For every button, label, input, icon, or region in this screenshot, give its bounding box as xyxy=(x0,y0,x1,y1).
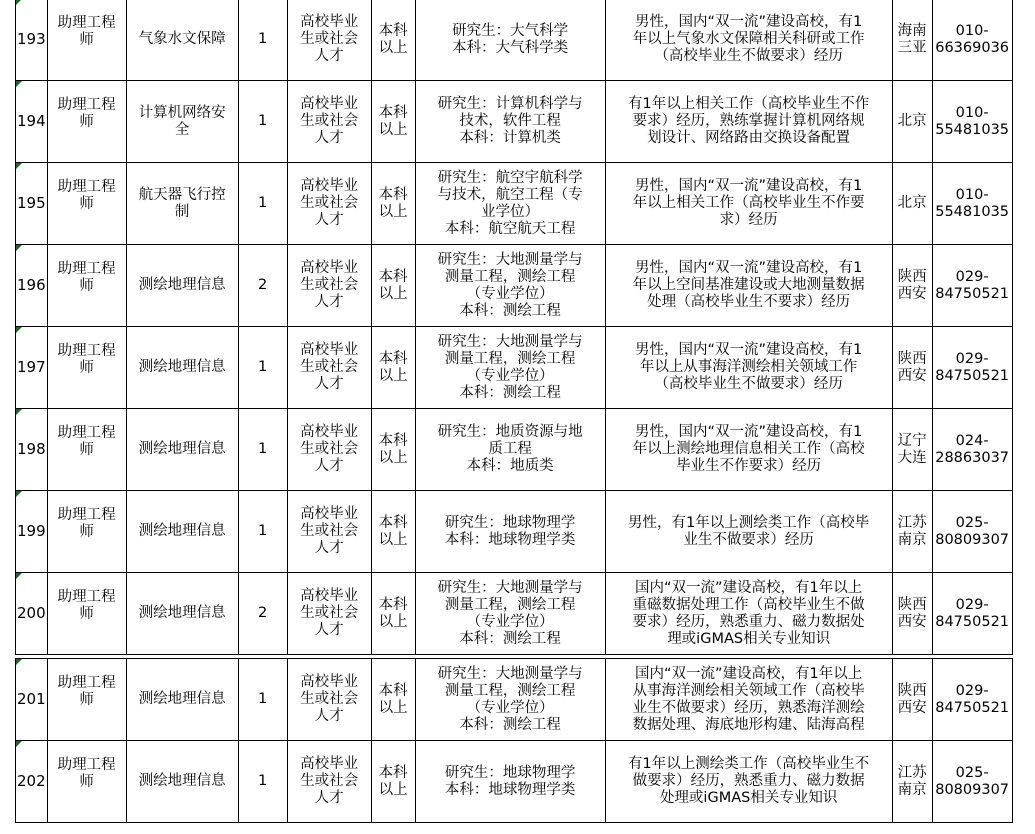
position-cell-line: 制 xyxy=(174,203,190,220)
position-cell-line: 测绘地理信息 xyxy=(138,359,226,375)
candidate-source-cell xyxy=(287,327,371,409)
phone-cell-line: 84750521 xyxy=(935,613,1010,630)
phone-cell-line: 010- xyxy=(955,104,989,121)
row-number: 194 xyxy=(16,81,48,163)
phone-cell-line: 029- xyxy=(955,682,989,699)
major-cell-line: （专业学位） xyxy=(466,285,554,302)
candidate-source-cell-line: 人才 xyxy=(314,708,344,724)
candidate-source-cell-line: 人才 xyxy=(314,458,344,474)
requirements-cell xyxy=(605,491,892,573)
row-number: 193 xyxy=(16,0,48,81)
education-cell-line: 以上 xyxy=(378,613,408,630)
location-cell-line: 西安 xyxy=(897,699,927,716)
major-cell-line: 本科：地球物理学类 xyxy=(444,781,576,798)
major-cell xyxy=(415,245,605,327)
education-cell-line: 本科 xyxy=(378,350,408,367)
row-number: 200 xyxy=(16,573,48,655)
location-cell-line: 陕西 xyxy=(897,596,927,613)
phone-cell-line: 55481035 xyxy=(935,121,1010,138)
phone-cell xyxy=(932,491,1012,573)
position-cell xyxy=(126,741,238,823)
candidate-source-cell-line: 人才 xyxy=(314,48,344,64)
education-cell-line: 本科 xyxy=(378,514,408,531)
job-title-cell xyxy=(47,491,126,573)
candidate-source-cell-line: 高校毕业 xyxy=(300,96,359,112)
requirements-cell-line: 业生不做要求）经历 xyxy=(683,531,814,548)
major-cell-line: （专业学位） xyxy=(466,699,554,716)
education-cell xyxy=(371,491,415,573)
candidate-source-cell xyxy=(287,0,371,81)
job-title-cell-line: 师 xyxy=(79,114,94,130)
major-cell-line: 测量工程，测绘工程 xyxy=(444,268,576,285)
candidate-source-cell xyxy=(287,659,371,741)
job-title-cell-line: 师 xyxy=(79,774,94,790)
requirements-cell-line: 处理或iGMAS相关专业知识 xyxy=(659,790,838,806)
location-cell xyxy=(892,81,932,163)
location-cell-line: 江苏 xyxy=(897,514,927,531)
location-cell-line: 陕西 xyxy=(897,350,927,367)
row-number: 202 xyxy=(16,741,48,823)
major-cell xyxy=(415,81,605,163)
location-cell-line: 辽宁 xyxy=(897,432,927,449)
requirements-cell-line: 重磁数据处理工作（高校毕业生不做 xyxy=(632,596,865,613)
candidate-source-cell-line: 高校毕业 xyxy=(300,14,359,30)
education-cell-line: 本科 xyxy=(378,268,408,285)
requirements-cell-line: 有1年以上测绘类工作（高校毕业生不 xyxy=(628,756,870,772)
education-cell xyxy=(371,245,415,327)
row-number: 198 xyxy=(16,409,48,491)
position-cell-line: 测绘地理信息 xyxy=(138,605,226,621)
major-cell-line: 本科：测绘工程 xyxy=(459,630,561,647)
location-cell xyxy=(892,659,932,741)
location-cell xyxy=(892,573,932,655)
education-cell-line: 以上 xyxy=(378,699,408,716)
position-cell xyxy=(126,245,238,327)
candidate-source-cell-line: 高校毕业 xyxy=(300,674,359,690)
education-cell-line: 本科 xyxy=(378,186,408,203)
major-cell xyxy=(415,573,605,655)
phone-cell-line: 025- xyxy=(955,764,989,781)
job-title-cell-line: 师 xyxy=(79,32,94,48)
major-cell xyxy=(415,163,605,245)
job-title-cell-line: 助理工程 xyxy=(57,343,116,359)
table-row xyxy=(16,491,1013,573)
headcount-cell: 1 xyxy=(238,659,287,741)
job-title-cell xyxy=(47,0,126,81)
requirements-cell xyxy=(605,245,892,327)
education-cell-line: 以上 xyxy=(378,121,408,138)
requirements-cell-line: 男性，国内“双一流”建设高校，有1 xyxy=(635,260,863,276)
requirements-cell xyxy=(605,573,892,655)
major-cell-line: 研究生：大气科学 xyxy=(452,22,569,39)
requirements-cell-line: 国内“双一流”建设高校，有1年以上 xyxy=(635,665,863,682)
position-cell xyxy=(126,573,238,655)
phone-cell-line: 80809307 xyxy=(935,531,1010,548)
phone-cell-line: 55481035 xyxy=(935,203,1010,220)
job-title-cell-line: 师 xyxy=(79,524,94,540)
location-cell-line: 西安 xyxy=(897,367,927,384)
education-cell-line: 本科 xyxy=(378,764,408,781)
major-cell-line: 本科：测绘工程 xyxy=(459,716,561,733)
location-cell-line: 南京 xyxy=(897,531,927,548)
row-number: 201 xyxy=(16,659,48,741)
candidate-source-cell-line: 高校毕业 xyxy=(300,756,359,772)
headcount-cell: 1 xyxy=(238,327,287,409)
education-cell xyxy=(371,573,415,655)
major-cell-line: 本科：地质类 xyxy=(466,458,554,474)
phone-cell-line: 024- xyxy=(955,432,989,449)
candidate-source-cell-line: 生或社会 xyxy=(300,691,359,707)
major-cell-line: 本科：测绘工程 xyxy=(459,302,561,319)
phone-cell-line: 010- xyxy=(955,22,989,39)
phone-cell xyxy=(932,0,1012,81)
location-cell-line: 南京 xyxy=(897,781,927,798)
education-cell-line: 以上 xyxy=(378,781,408,798)
headcount-cell: 1 xyxy=(238,163,287,245)
requirements-cell-line: 处理（高校毕业生不要求）经历 xyxy=(647,294,851,310)
job-title-cell-line: 助理工程 xyxy=(57,261,116,277)
location-cell-line: 海南 xyxy=(897,22,927,39)
requirements-cell xyxy=(605,81,892,163)
candidate-source-cell-line: 人才 xyxy=(314,212,344,228)
job-title-cell xyxy=(47,741,126,823)
requirements-cell-line: 年以上测绘地理信息相关工作（高校 xyxy=(632,441,865,457)
candidate-source-cell-line: 生或社会 xyxy=(300,31,359,47)
phone-cell-line: 84750521 xyxy=(935,285,1010,302)
candidate-source-cell-line: 生或社会 xyxy=(300,195,359,211)
candidate-source-cell-line: 生或社会 xyxy=(300,605,359,621)
phone-cell-line: 84750521 xyxy=(935,699,1010,716)
candidate-source-cell-line: 人才 xyxy=(314,622,344,638)
phone-cell xyxy=(932,327,1012,409)
requirements-cell-line: 求）经历 xyxy=(719,212,778,228)
education-cell xyxy=(371,327,415,409)
major-cell-line: 研究生：地质资源与地 xyxy=(437,424,583,440)
major-cell-line: 研究生：大地测量学与 xyxy=(437,333,583,350)
location-cell-line: 西安 xyxy=(897,613,927,630)
requirements-cell-line: 男性，国内“双一流”建设高校，有1 xyxy=(635,178,863,194)
position-cell xyxy=(126,327,238,409)
requirements-cell-line: 男性，国内“双一流”建设高校，有1 xyxy=(635,424,863,440)
requirements-cell-line: 年以上气象水文保障相关科研或工作 xyxy=(632,31,865,47)
position-cell xyxy=(126,491,238,573)
requirements-cell-line: 做要求）经历，熟悉重力、磁力数据 xyxy=(632,773,865,789)
candidate-source-cell-line: 生或社会 xyxy=(300,441,359,457)
candidate-source-cell-line: 生或社会 xyxy=(300,277,359,293)
candidate-source-cell xyxy=(287,81,371,163)
position-cell xyxy=(126,409,238,491)
phone-cell xyxy=(932,741,1012,823)
requirements-cell-line: 有1年以上相关工作（高校毕业生不作 xyxy=(628,96,870,112)
education-cell xyxy=(371,409,415,491)
phone-cell-line: 84750521 xyxy=(935,367,1010,384)
location-cell xyxy=(892,409,932,491)
position-cell xyxy=(126,0,238,81)
position-cell-line: 全 xyxy=(174,121,190,138)
major-cell-line: 本科：测绘工程 xyxy=(459,384,561,401)
major-cell-line: 研究生：大地测量学与 xyxy=(437,665,583,682)
requirements-cell-line: 理或iGMAS相关专业知识 xyxy=(667,630,831,647)
major-cell xyxy=(415,327,605,409)
job-title-cell-line: 助理工程 xyxy=(57,97,116,113)
major-cell-line: （专业学位） xyxy=(466,367,554,384)
job-title-cell-line: 助理工程 xyxy=(57,179,116,195)
education-cell-line: 以上 xyxy=(378,449,408,466)
major-cell-line: 研究生：大地测量学与 xyxy=(437,579,583,596)
table-row xyxy=(16,409,1013,491)
candidate-source-cell-line: 人才 xyxy=(314,540,344,556)
education-cell-line: 本科 xyxy=(378,104,408,121)
location-cell-line: 陕西 xyxy=(897,682,927,699)
candidate-source-cell-line: 人才 xyxy=(314,790,344,806)
position-cell-line: 气象水文保障 xyxy=(138,31,226,47)
major-cell-line: 研究生：大地测量学与 xyxy=(437,251,583,268)
location-cell-line: 三亚 xyxy=(897,39,927,56)
requirements-cell-line: （高校毕业生不做要求）经历 xyxy=(654,376,843,392)
requirements-cell xyxy=(605,741,892,823)
education-cell xyxy=(371,741,415,823)
major-cell xyxy=(415,0,605,81)
candidate-source-cell-line: 高校毕业 xyxy=(300,588,359,604)
major-cell-line: 与技术，航空工程（专 xyxy=(437,186,583,203)
requirements-cell-line: 要求）经历，熟悉重力、磁力数据处 xyxy=(632,613,865,630)
position-cell-line: 航天器飞行控 xyxy=(138,186,226,203)
headcount-cell: 1 xyxy=(238,409,287,491)
location-cell xyxy=(892,0,932,81)
job-title-cell xyxy=(47,81,126,163)
position-cell xyxy=(126,659,238,741)
major-cell-line: 研究生：地球物理学 xyxy=(444,764,576,781)
candidate-source-cell-line: 高校毕业 xyxy=(300,260,359,276)
requirements-cell xyxy=(605,659,892,741)
phone-cell-line: 029- xyxy=(955,350,989,367)
requirements-cell xyxy=(605,327,892,409)
major-cell xyxy=(415,741,605,823)
location-cell-line: 北京 xyxy=(897,113,927,129)
major-cell-line: 技术，软件工程 xyxy=(459,113,561,129)
candidate-source-cell xyxy=(287,491,371,573)
education-cell-line: 以上 xyxy=(378,285,408,302)
table-row xyxy=(16,659,1013,741)
education-cell-line: 以上 xyxy=(378,367,408,384)
job-title-cell xyxy=(47,327,126,409)
location-cell xyxy=(892,163,932,245)
position-cell-line: 计算机网络安 xyxy=(138,104,226,121)
candidate-source-cell-line: 人才 xyxy=(314,130,344,146)
table-row xyxy=(16,81,1013,163)
headcount-cell: 1 xyxy=(238,491,287,573)
headcount-cell: 2 xyxy=(238,245,287,327)
position-cell-line: 测绘地理信息 xyxy=(138,441,226,457)
location-cell-line: 陕西 xyxy=(897,268,927,285)
candidate-source-cell-line: 生或社会 xyxy=(300,113,359,129)
table-row xyxy=(16,245,1013,327)
requirements-cell xyxy=(605,0,892,81)
row-number: 195 xyxy=(16,163,48,245)
job-title-cell-line: 助理工程 xyxy=(57,675,116,691)
headcount-cell: 1 xyxy=(238,0,287,81)
requirements-cell-line: 数据处理、海底地形构建、陆海高程 xyxy=(632,716,865,733)
major-cell-line: 本科：航空航天工程 xyxy=(444,220,576,237)
requirements-cell-line: 年以上从事海洋测绘相关领域工作 xyxy=(639,359,858,375)
major-cell-line: 业学位） xyxy=(481,203,540,220)
major-cell-line: 本科：地球物理学类 xyxy=(444,531,576,548)
major-cell-line: 质工程 xyxy=(488,441,532,457)
job-title-cell-line: 师 xyxy=(79,442,94,458)
position-cell-line: 测绘地理信息 xyxy=(138,277,226,293)
phone-cell-line: 029- xyxy=(955,596,989,613)
requirements-cell-line: 毕业生不作要求）经历 xyxy=(676,458,822,474)
education-cell-line: 以上 xyxy=(378,39,408,56)
candidate-source-cell-line: 高校毕业 xyxy=(300,506,359,522)
candidate-source-cell xyxy=(287,409,371,491)
position-cell-line: 测绘地理信息 xyxy=(138,773,226,789)
education-cell-line: 本科 xyxy=(378,596,408,613)
phone-cell xyxy=(932,409,1012,491)
major-cell-line: 研究生：航空宇航科学 xyxy=(437,169,583,186)
phone-cell xyxy=(932,245,1012,327)
major-cell xyxy=(415,409,605,491)
requirements-cell-line: 男性，国内“双一流”建设高校，有1 xyxy=(635,14,863,30)
table-row xyxy=(16,327,1013,409)
education-cell xyxy=(371,659,415,741)
job-title-cell-line: 助理工程 xyxy=(57,589,116,605)
job-title-cell-line: 助理工程 xyxy=(57,507,116,523)
position-cell-line: 测绘地理信息 xyxy=(138,691,226,707)
job-title-cell xyxy=(47,409,126,491)
candidate-source-cell-line: 高校毕业 xyxy=(300,178,359,194)
education-cell-line: 本科 xyxy=(378,22,408,39)
requirements-cell-line: 年以上空间基准建设或大地测量数据 xyxy=(632,277,865,293)
major-cell-line: （专业学位） xyxy=(466,613,554,630)
requirements-cell-line: 年以上相关工作（高校毕业生不作要 xyxy=(632,195,865,211)
major-cell-line: 研究生：计算机科学与 xyxy=(437,96,583,112)
phone-cell-line: 010- xyxy=(955,186,989,203)
row-number: 196 xyxy=(16,245,48,327)
education-cell-line: 本科 xyxy=(378,682,408,699)
job-title-cell-line: 助理工程 xyxy=(57,425,116,441)
location-cell xyxy=(892,327,932,409)
major-cell-line: 测量工程，测绘工程 xyxy=(444,350,576,367)
job-title-cell xyxy=(47,659,126,741)
table-row xyxy=(16,741,1013,823)
job-table-upper xyxy=(15,0,1013,655)
location-cell-line: 北京 xyxy=(897,195,927,211)
job-title-cell-line: 师 xyxy=(79,278,94,294)
phone-cell xyxy=(932,81,1012,163)
education-cell-line: 以上 xyxy=(378,203,408,220)
job-title-cell xyxy=(47,573,126,655)
job-table-upper-body xyxy=(16,0,1013,655)
location-cell xyxy=(892,491,932,573)
position-cell xyxy=(126,163,238,245)
requirements-cell-line: 男性，有1年以上测绘类工作（高校毕 xyxy=(628,514,870,531)
requirements-cell-line: 国内“双一流”建设高校，有1年以上 xyxy=(635,579,863,596)
job-title-cell-line: 师 xyxy=(79,606,94,622)
requirements-cell-line: 从事海洋测绘相关领域工作（高校毕 xyxy=(632,682,865,699)
candidate-source-cell-line: 生或社会 xyxy=(300,773,359,789)
headcount-cell: 2 xyxy=(238,573,287,655)
candidate-source-cell-line: 高校毕业 xyxy=(300,424,359,440)
education-cell xyxy=(371,81,415,163)
job-title-cell-line: 师 xyxy=(79,196,94,212)
candidate-source-cell-line: 生或社会 xyxy=(300,359,359,375)
job-title-cell-line: 助理工程 xyxy=(57,757,116,773)
requirements-cell-line: 业生不做要求）经历，熟悉海洋测绘 xyxy=(632,699,865,716)
phone-cell-line: 025- xyxy=(955,514,989,531)
location-cell-line: 西安 xyxy=(897,285,927,302)
phone-cell-line: 66369036 xyxy=(935,39,1010,56)
candidate-source-cell-line: 人才 xyxy=(314,376,344,392)
major-cell xyxy=(415,659,605,741)
phone-cell xyxy=(932,573,1012,655)
location-cell xyxy=(892,741,932,823)
candidate-source-cell xyxy=(287,573,371,655)
requirements-cell xyxy=(605,409,892,491)
candidate-source-cell-line: 人才 xyxy=(314,294,344,310)
table-row xyxy=(16,573,1013,655)
location-cell-line: 江苏 xyxy=(897,764,927,781)
row-number: 197 xyxy=(16,327,48,409)
job-title-cell-line: 助理工程 xyxy=(57,15,116,31)
requirements-cell-line: （高校毕业生不做要求）经历 xyxy=(654,48,843,64)
location-cell xyxy=(892,245,932,327)
phone-cell-line: 029- xyxy=(955,268,989,285)
education-cell-line: 本科 xyxy=(378,432,408,449)
requirements-cell-line: 男性，国内“双一流”建设高校，有1 xyxy=(635,342,863,358)
location-cell-line: 大连 xyxy=(897,449,927,466)
education-cell-line: 以上 xyxy=(378,531,408,548)
candidate-source-cell xyxy=(287,245,371,327)
major-cell-line: 测量工程，测绘工程 xyxy=(444,682,576,699)
requirements-cell-line: 划设计、网络路由交换设备配置 xyxy=(647,130,851,146)
job-title-cell xyxy=(47,245,126,327)
row-number: 199 xyxy=(16,491,48,573)
headcount-cell: 1 xyxy=(238,741,287,823)
major-cell-line: 本科：计算机类 xyxy=(459,130,561,146)
major-cell-line: 研究生：地球物理学 xyxy=(444,514,576,531)
requirements-cell xyxy=(605,163,892,245)
major-cell-line: 测量工程，测绘工程 xyxy=(444,596,576,613)
candidate-source-cell-line: 生或社会 xyxy=(300,523,359,539)
job-table-lower xyxy=(15,658,1013,823)
education-cell xyxy=(371,163,415,245)
table-row xyxy=(16,0,1013,81)
position-cell-line: 测绘地理信息 xyxy=(138,523,226,539)
candidate-source-cell-line: 高校毕业 xyxy=(300,342,359,358)
position-cell xyxy=(126,81,238,163)
requirements-cell-line: 要求）经历，熟练掌握计算机网络规 xyxy=(632,113,865,129)
candidate-source-cell xyxy=(287,163,371,245)
phone-cell xyxy=(932,163,1012,245)
phone-cell-line: 80809307 xyxy=(935,781,1010,798)
table-row xyxy=(16,163,1013,245)
job-title-cell-line: 师 xyxy=(79,692,94,708)
job-title-cell xyxy=(47,163,126,245)
job-title-cell-line: 师 xyxy=(79,360,94,376)
major-cell-line: 本科：大气科学类 xyxy=(452,39,569,56)
phone-cell-line: 28863037 xyxy=(935,449,1010,466)
education-cell xyxy=(371,0,415,81)
headcount-cell: 1 xyxy=(238,81,287,163)
phone-cell xyxy=(932,659,1012,741)
major-cell xyxy=(415,491,605,573)
candidate-source-cell xyxy=(287,741,371,823)
job-table-lower-body xyxy=(16,659,1013,823)
